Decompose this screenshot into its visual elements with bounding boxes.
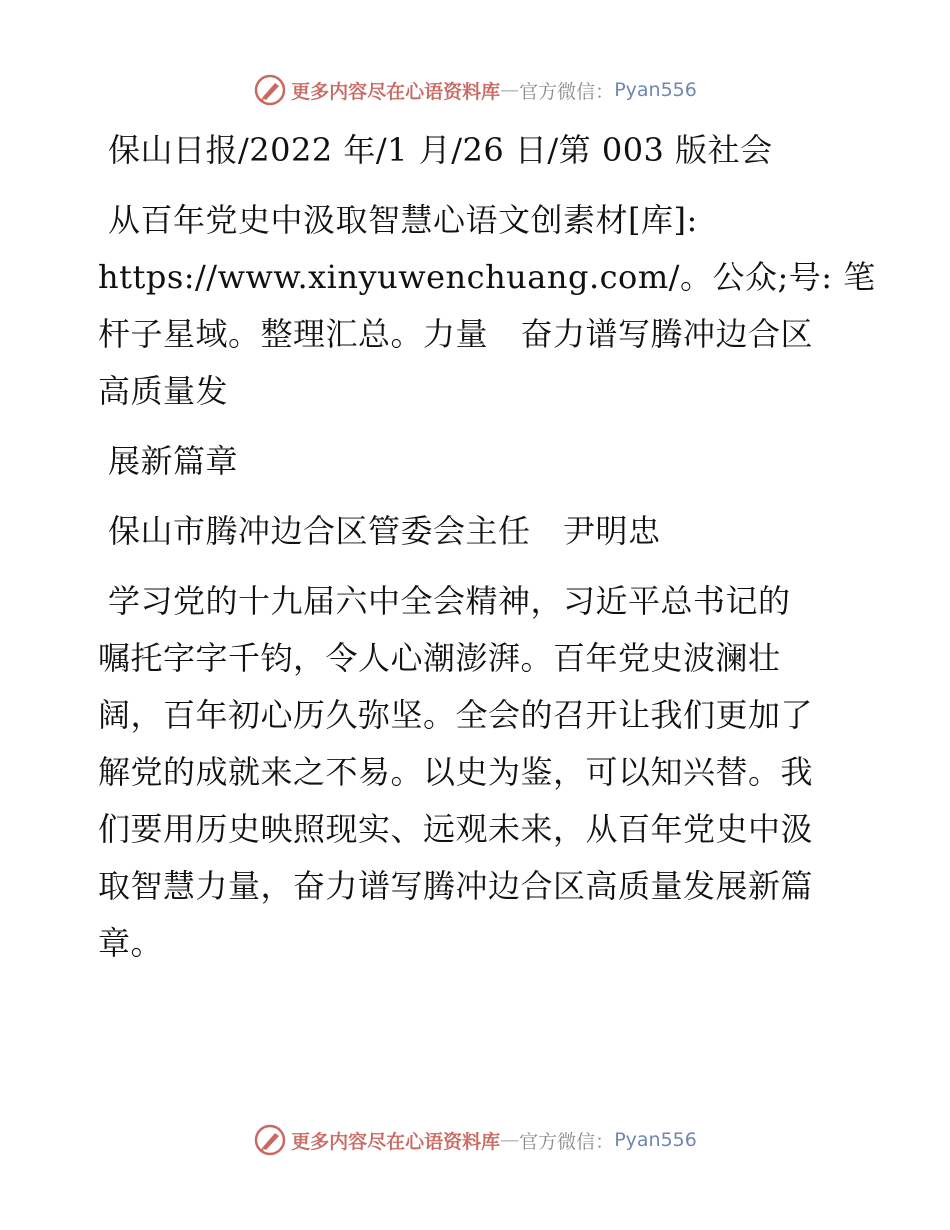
body-line: 学习党的十九届六中全会精神，习近平总书记的 [108, 582, 791, 620]
body-line: 阔，百年初心历久弥坚。全会的召开让我们更加了 [98, 696, 814, 734]
publication-header: 保山日报/2022 年/1 月/26 日/第 003 版社会 [108, 131, 773, 169]
watermark-dash: — [500, 79, 520, 101]
title-line: 高质量发 [98, 372, 229, 410]
watermark-dash: — [500, 1129, 520, 1151]
bottom-watermark [0, 1120, 950, 1160]
watermark-wechat-label: 官方微信： [519, 80, 615, 103]
watermark-wechat-label: 官方微信： [519, 1130, 615, 1153]
watermark-wechat-id: Pyan556 [614, 1129, 697, 1151]
watermark-site-text: 更多内容尽在心语资料库 [291, 1130, 501, 1153]
watermark-site-text: 更多内容尽在心语资料库 [291, 80, 501, 103]
title-line: https://www.xinyuwenchuang.com/。公众;号: 笔 [98, 258, 876, 296]
pen-logo-icon [253, 73, 287, 107]
top-watermark [0, 70, 950, 110]
pen-logo-icon [253, 1123, 287, 1157]
watermark-wechat-id: Pyan556 [614, 79, 697, 101]
body-line: 们要用历史映照现实、远观未来，从百年党史中汲 [98, 810, 814, 848]
body-line: 取智慧力量，奋力谱写腾冲边合区高质量发展新篇 [98, 867, 814, 905]
document-body [98, 122, 876, 972]
subtitle: 展新篇章 [108, 442, 239, 480]
body-line: 嘱托字字千钧，令人心潮澎湃。百年党史波澜壮 [98, 639, 781, 677]
title-line: 从百年党史中汲取智慧心语文创素材[库]: [108, 201, 698, 239]
author-line: 保山市腾冲边合区管委会主任 尹明忠 [108, 512, 661, 550]
body-line: 章。 [98, 924, 164, 962]
body-line: 解党的成就来之不易。以史为鉴，可以知兴替。我 [98, 753, 814, 791]
title-line: 杆子星域。整理汇总。力量 奋力谱写腾冲边合区 [98, 315, 814, 353]
